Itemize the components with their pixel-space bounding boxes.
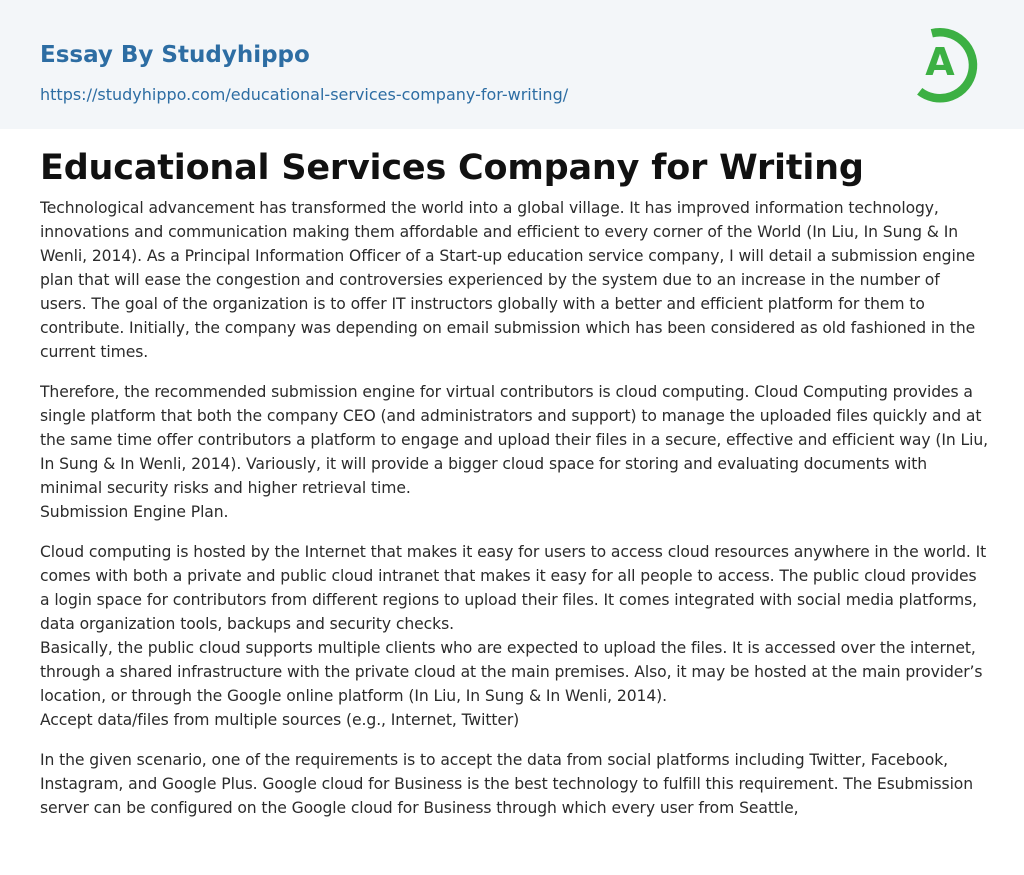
section-heading: Submission Engine Plan. [40, 503, 229, 521]
paragraph-text: Technological advancement has transformed the world into a global village. It has improved information technology, innovations and communication making them affordable and efficient to every corner of the World (In Liu, In Sung & In Wenli, 2014). As a Principal Information Officer of a Start-up education service company, I will detail a submission engine plan that will ease the congestion and controversies experienced by the system due to an increase in the number of users. The goal of the organization is to offer IT instructors globally with a better and efficient platform for them to contribute. Initially, the company was depending on email submission which has been considered as old fashioned in the current times. [40, 199, 976, 361]
paragraph-text: Cloud computing is hosted by the Internet that makes it easy for users to access cloud resources anywhere in the world. It comes with both a private and public cloud intranet that makes it easy for all people to access. The public cloud provides a login space for contributors from different regions to upload their files. It comes integrated with social media platforms, data organization tools, backups and security checks. [40, 543, 987, 633]
page-title: Educational Services Company for Writing [40, 148, 864, 188]
article [40, 145, 988, 875]
source-url-link[interactable]: https://studyhippo.com/educational-services-company-for-writing/ [40, 85, 569, 104]
site-header [0, 0, 1024, 129]
article-paragraph [40, 380, 988, 524]
article-paragraph [40, 748, 988, 820]
studyhippo-logo-icon[interactable] [912, 19, 986, 105]
paragraph-text: Basically, the public cloud supports multiple clients who are expected to upload the files. It is accessed over the internet, through a shared infrastructure with the private cloud at the main premises. Also, it may be hosted at the main provider’s location, or through the Google online platform (In Liu, In Sung & In Wenli, 2014). [40, 639, 983, 705]
article-paragraph [40, 540, 988, 732]
brand-title[interactable]: Essay By Studyhippo [40, 42, 310, 68]
article-paragraph [40, 196, 988, 364]
logo-letter: A [925, 40, 955, 84]
section-heading: Accept data/files from multiple sources (e.g., Internet, Twitter) [40, 711, 520, 729]
paragraph-text: In the given scenario, one of the requirements is to accept the data from social platforms including Twitter, Facebook, Instagram, and Google Plus. Google cloud for Business is the best technology to fulfill this requirement. The Esubmission server can be configured on the Google cloud for Business through which every user from Seattle, [40, 751, 974, 817]
paragraph-text: Therefore, the recommended submission engine for virtual contributors is cloud computing. Cloud Computing provides a single platform that both the company CEO (and administrators and support) to manage the uploaded files quickly and at the same time offer contributors a platform to engage and upload their files in a secure, effective and efficient way (In Liu, In Sung & In Wenli, 2014). Variously, it will provide a bigger cloud space for storing and evaluating documents with minimal security risks and higher retrieval time. [40, 383, 988, 497]
